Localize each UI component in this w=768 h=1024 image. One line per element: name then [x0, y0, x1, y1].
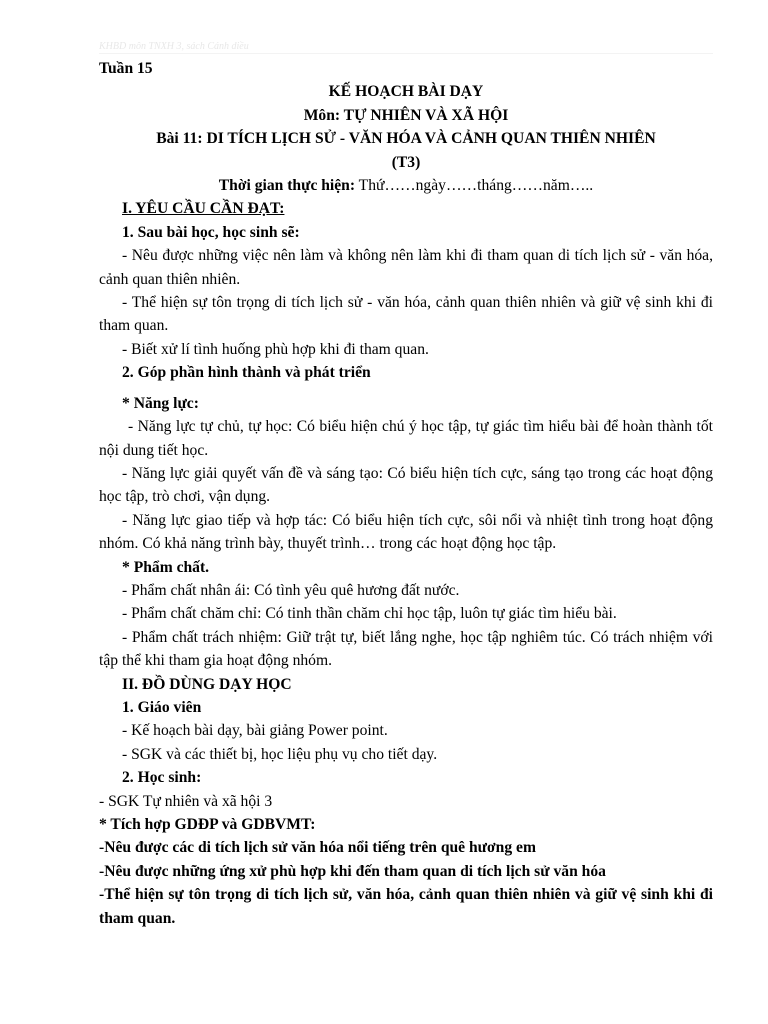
time-line: [99, 174, 713, 197]
list-item: - Biết xử lí tình huống phù hợp khi đi tham quan.: [122, 340, 429, 358]
list-item: - Thể hiện sự tôn trọng di tích lịch sử - văn hóa, cảnh quan thiên nhiên và giữ vệ sinh khi đi tham quan.: [99, 294, 713, 335]
list-item: - Phẩm chất nhân ái: Có tình yêu quê hương đất nước.: [122, 581, 460, 599]
integration-item: -Nêu được những ứng xử phù hợp khi đến tham quan di tích lịch sử văn hóa: [99, 862, 606, 880]
list-item: - Năng lực tự chủ, tự học: Có biểu hiện chú ý học tập, tự giác tìm hiểu bài để hoàn thành tốt nội dung tiết học.: [99, 418, 713, 459]
integration-heading: * Tích hợp GDĐP và GDBVMT:: [99, 816, 316, 833]
section-1-sub2: 2. Góp phần hình thành và phát triển: [122, 364, 371, 382]
page-header: KHBD môn TNXH 3, sách Cánh diều: [99, 41, 713, 54]
list-item: - SGK Tự nhiên và xã hội 3: [99, 792, 273, 810]
lesson-title: Bài 11: DI TÍCH LỊCH SỬ - VĂN HÓA VÀ CẢNH QUAN THIÊN NHIÊN: [156, 130, 656, 148]
period-label: (T3): [391, 153, 421, 171]
list-item: - Năng lực giao tiếp và hợp tác: Có biểu hiện tích cực, sôi nổi và nhiệt tình trong hoạt động nhóm. Có khả năng trình bày, thuyết trình… trong các hoạt động học tập.: [99, 511, 713, 553]
section-2-heading: II. ĐỒ DÙNG DẠY HỌC: [122, 675, 292, 693]
pham-chat-heading: * Phẩm chất.: [122, 558, 210, 576]
list-item: - Nêu được những việc nên làm và không nên làm khi đi tham quan di tích lịch sử - văn hóa, cảnh quan thiên nhiên.: [99, 247, 713, 288]
list-item: - Năng lực giải quyết vấn đề và sáng tạo: Có biểu hiện tích cực, sáng tạo trong các hoạt động học tập, trò chơi, vận dụng.: [99, 464, 713, 506]
list-item: - Phẩm chất trách nhiệm: Giữ trật tự, biết lắng nghe, học tập nghiêm túc. Có trách nhiệm với tập thể khi tham gia hoạt động nhóm.: [99, 628, 713, 670]
student-heading: 2. Học sinh:: [122, 769, 202, 787]
subject-line: Môn: TỰ NHIÊN VÀ XÃ HỘI: [303, 106, 509, 124]
time-label: Thời gian thực hiện:: [218, 177, 356, 195]
document-body: [99, 57, 713, 930]
doc-title: KẾ HOẠCH BÀI DẠY: [328, 83, 484, 101]
list-item: - Kế hoạch bài dạy, bài giảng Power point.: [122, 722, 388, 740]
time-value: Thứ……ngày……tháng……năm…..: [355, 177, 594, 195]
integration-item: -Nêu được các di tích lịch sử văn hóa nổi tiếng trên quê hương em: [99, 839, 536, 857]
section-1-heading: I. YÊU CẦU CẦN ĐẠT:: [122, 200, 285, 218]
integration-item: -Thể hiện sự tôn trọng di tích lịch sử, văn hóa, cảnh quan thiên nhiên và giữ vệ sinh khi đi tham quan.: [99, 886, 713, 927]
list-item: - SGK và các thiết bị, học liệu phụ vụ cho tiết dạy.: [122, 745, 438, 763]
nang-luc-heading: * Năng lực:: [122, 394, 199, 412]
section-1-sub1: 1. Sau bài học, học sinh sẽ:: [122, 223, 300, 241]
list-item: - Phẩm chất chăm chỉ: Có tinh thần chăm chỉ học tập, luôn tự giác tìm hiểu bài.: [122, 605, 617, 623]
teacher-heading: 1. Giáo viên: [122, 698, 202, 716]
week-label: Tuần 15: [99, 60, 153, 77]
